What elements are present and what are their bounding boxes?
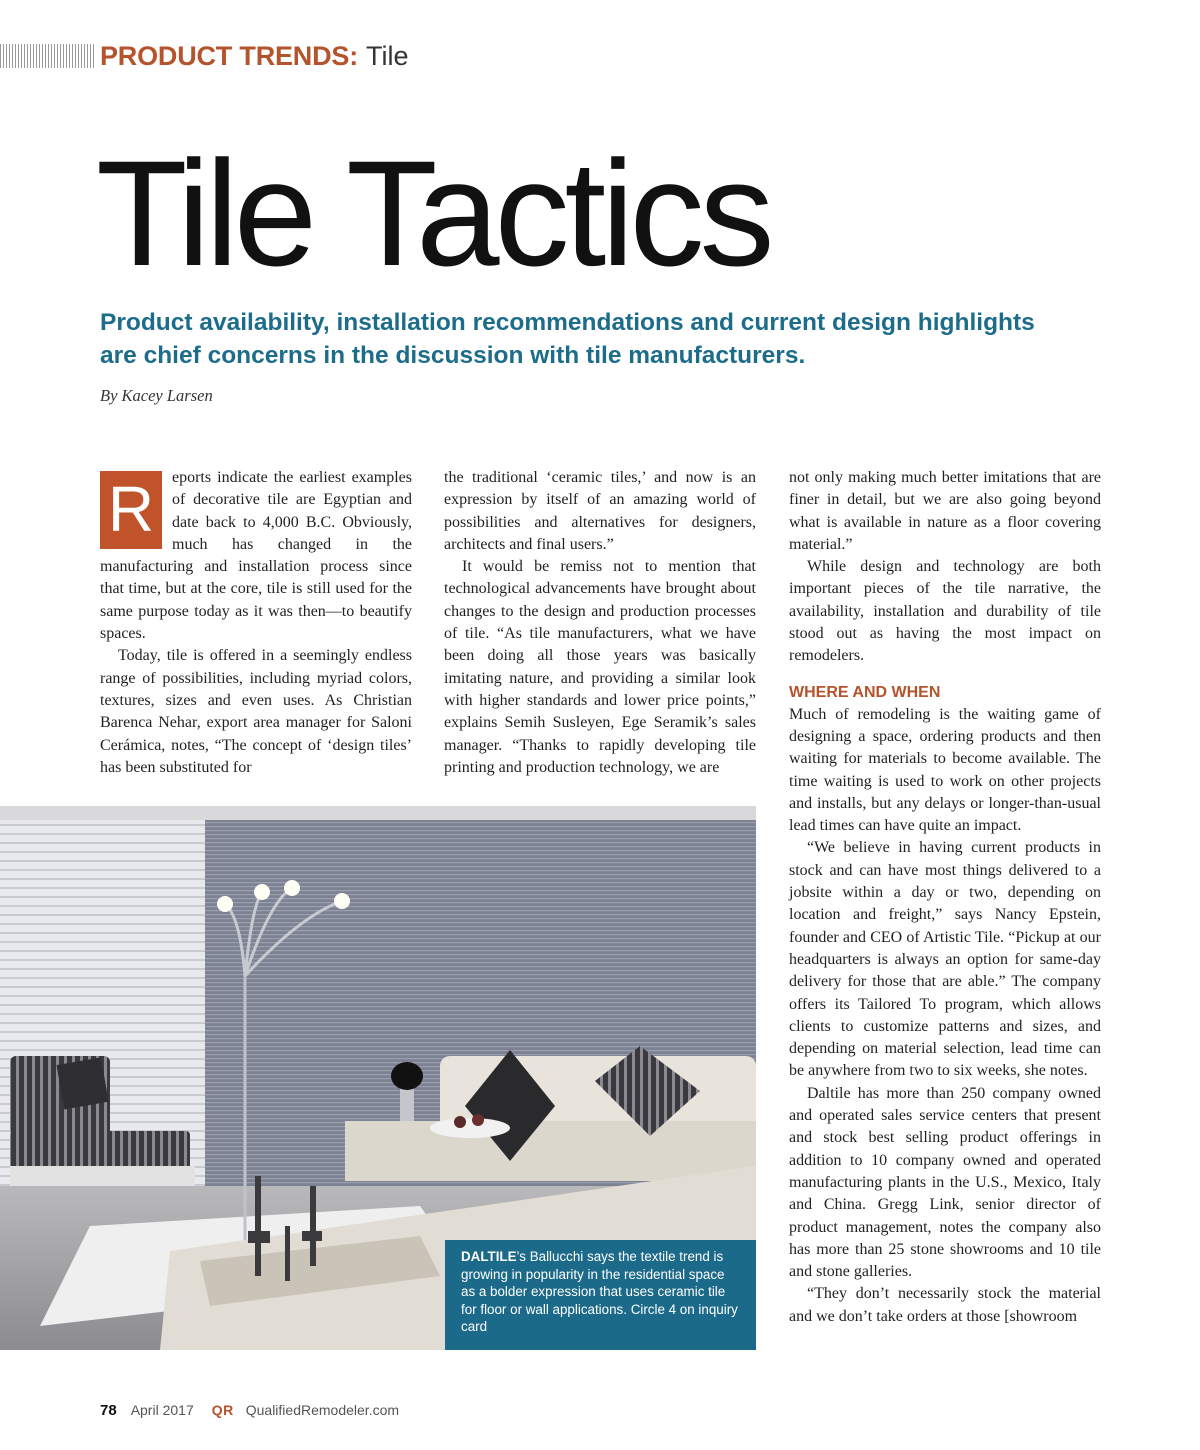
page-number: 78 [100,1402,117,1419]
paragraph-text: eports indicate the earliest examples of decorative tile are Egyptian and date back to 4,000 B.C. Obviously, much has changed in the manufacturing and installation process since that time, but at the core, tile is still used for the same purpose today as it was then—to beautify spaces. [100,469,412,643]
header-rule-lines [0,44,96,68]
article-deck: Product availability, installation recommendations and current design highlights are chief concerns in the discussion with tile manufacturers. [100,309,1035,369]
body-paragraph: not only making much better imitations that are finer in detail, but we are also going beyond what is available in nature as a floor covering material.” [789,469,1101,553]
body-paragraph: Daltile has more than 250 company owned and operated sales service centers that present and stock best selling product offerings in addition to 10 company owned and operated manufacturing plants in the U.S., Mexico, Italy and China. Gregg Link, senior director of product management, notes the company also has more than 25 stone showrooms and 10 tile and stone galleries. [789,1084,1101,1281]
section-topic: Tile [366,41,409,71]
article-title: Tile Tactics [96,129,770,297]
photo-caption [445,1240,756,1350]
body-column-2 [444,467,756,779]
byline: By Kacey Larsen [100,386,213,405]
body-paragraph: “We believe in having current products in stock and can have most things delivered to a jobsite within a day or two, depending on location and freight,” says Nancy Epstein, founder and CEO of Artistic Tile. “Pickup at our headquarters is always an option for same-day delivery for those that are able.” The company offers its Tailored To program, which allows clients to customize patterns and sizes, and depending on material selection, lead time can be anywhere from two to six weeks, she notes. [789,839,1101,1080]
qr-logo: QR [211,1402,234,1418]
body-paragraph: It would be remiss not to mention that technological advancements have brought about changes to the design and production processes of tile. “As tile manufacturers, what we have been doing all those years was basically imitating nature, and providing a similar look with higher standards and lower price points,” explains Semih Susleyen, Ege Seramik’s sales manager. “Thanks to rapidly developing tile printing and production technology, we are [444,558,756,776]
caption-brand: DALTILE [461,1249,517,1264]
issue-date: April 2017 [130,1402,194,1418]
body-paragraph: While design and technology are both important pieces of the tile narrative, the availability, installation and durability of tile stood out as having the most impact on remodelers. [789,558,1101,665]
site-url: QualifiedRemodeler.com [245,1402,400,1418]
drop-cap: R [100,471,162,549]
body-paragraph: Much of remodeling is the waiting game of designing a space, ordering products and then waiting for materials to become available. The time waiting is used to work on other projects and installs, but any delays or longer-than-usual lead times can have quite an impact. [789,705,1101,835]
body-paragraph: the traditional ‘ceramic tiles,’ and now is an expression by itself of an amazing world of possibilities and alternatives for designers, architects and final users.” [444,469,756,553]
body-paragraph: Today, tile is offered in a seemingly endless range of possibilities, including myriad colors, textures, sizes and even uses. As Christian Barenca Nehar, export area manager for Saloni Cerámica, notes, “The concept of ‘design tiles’ has been substituted for [100,647,412,776]
body-column-3 [789,467,1101,1328]
page-footer [100,1402,399,1419]
body-column-1 [100,467,412,779]
body-paragraph [100,467,412,645]
caption-text: ’s Ballucchi says the textile trend is growing in popularity in the residential space as a bolder expression that uses ceramic tile for floor or wall applications. Circle 4 on inquiry card [461,1249,738,1335]
section-header [100,38,409,74]
section-kicker: PRODUCT TRENDS: [100,41,358,71]
section-subhead: WHERE AND WHEN [789,683,941,701]
body-paragraph: “They don’t necessarily stock the material and we don’t take orders at those [showroom [789,1285,1101,1325]
